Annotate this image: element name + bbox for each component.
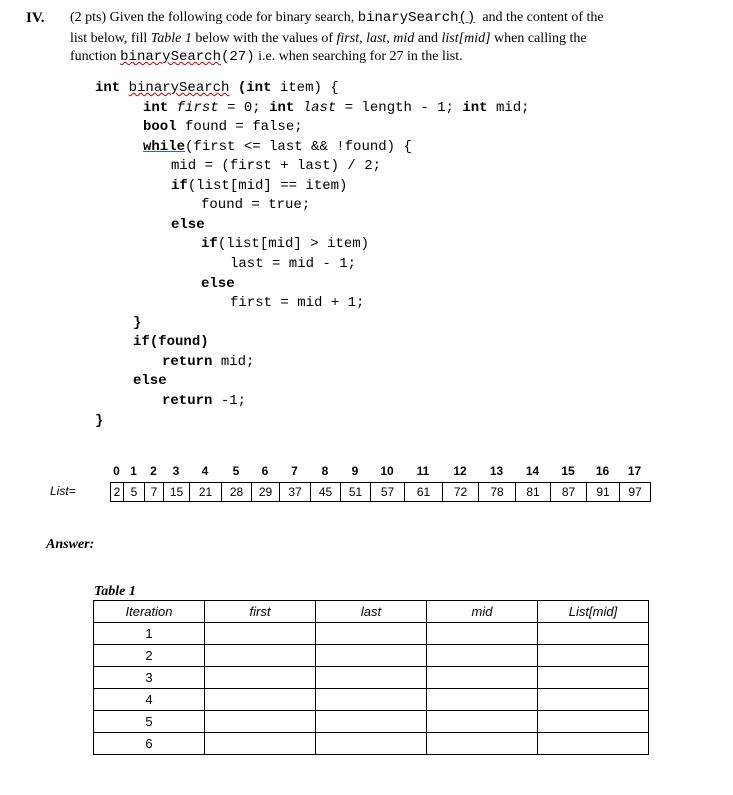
code-line: last = mid - 1; xyxy=(230,256,357,272)
question-line-3 xyxy=(70,49,463,65)
list-index: 16 xyxy=(595,464,610,478)
list-value-cell: 72 xyxy=(443,483,479,502)
answer-label: Answer: xyxy=(46,537,95,552)
question-text: and the content of the xyxy=(482,10,604,25)
variable-names: first, last, mid xyxy=(336,31,415,46)
list-mid-reference: list[mid] xyxy=(441,31,491,46)
iteration-cell: 1 xyxy=(94,623,205,645)
answer-input-cell[interactable] xyxy=(538,711,649,733)
code-line: else xyxy=(133,373,167,389)
code-line: int first = 0; int last = length - 1; int mid; xyxy=(143,100,530,116)
code-line: } xyxy=(95,413,104,429)
iteration-cell: 2 xyxy=(94,645,205,667)
question-line-2 xyxy=(70,31,587,47)
function-call-inline: binarySearch xyxy=(120,49,221,65)
code-line: return -1; xyxy=(162,393,247,409)
answer-input-cell[interactable] xyxy=(205,733,316,755)
list-label: List= xyxy=(50,484,76,498)
table-row xyxy=(94,689,649,711)
question-text: i.e. when searching for 27 in the list. xyxy=(258,49,463,64)
list-value-cell: 15 xyxy=(164,483,190,502)
table-row xyxy=(94,667,649,689)
question-text: when calling the xyxy=(494,31,587,46)
list-value-cell: 21 xyxy=(190,483,222,502)
list-value-cell: 57 xyxy=(371,483,405,502)
answer-input-cell[interactable] xyxy=(538,645,649,667)
iteration-cell: 6 xyxy=(94,733,205,755)
list-value-cell: 97 xyxy=(620,483,651,502)
table-row xyxy=(94,645,649,667)
answer-input-cell[interactable] xyxy=(538,667,649,689)
list-index: 6 xyxy=(261,464,269,478)
list-index: 14 xyxy=(525,464,540,478)
list-index: 5 xyxy=(232,464,240,478)
list-value-cell: 51 xyxy=(341,483,371,502)
answer-input-cell[interactable] xyxy=(427,733,538,755)
list-index: 12 xyxy=(453,464,467,478)
list-index: 8 xyxy=(321,464,329,478)
code-line: else xyxy=(171,217,205,233)
answer-input-cell[interactable] xyxy=(538,689,649,711)
answer-input-cell[interactable] xyxy=(427,623,538,645)
list-value-cell: 87 xyxy=(551,483,587,502)
list-values-row xyxy=(111,483,651,502)
list-value-cell: 5 xyxy=(124,483,145,502)
table-row xyxy=(94,733,649,755)
answer-input-cell[interactable] xyxy=(205,689,316,711)
list-value-cell: 7 xyxy=(145,483,164,502)
list-value-cell: 81 xyxy=(516,483,551,502)
table-reference: Table 1 xyxy=(150,31,192,46)
list-index: 17 xyxy=(627,464,642,478)
list-value-cell: 91 xyxy=(587,483,620,502)
code-line: if(list[mid] == item) xyxy=(171,178,348,194)
function-arg-inline: (27) xyxy=(220,49,255,65)
table-caption: Table 1 xyxy=(94,584,136,599)
list-index: 10 xyxy=(380,464,394,478)
code-line: found = true; xyxy=(201,197,311,213)
iteration-cell: 4 xyxy=(94,689,205,711)
list-index: 15 xyxy=(561,464,575,478)
list-index: 3 xyxy=(172,464,180,478)
code-line: else xyxy=(201,276,235,292)
answer-table-header xyxy=(94,601,649,623)
list-table xyxy=(110,482,651,502)
answer-input-cell[interactable] xyxy=(427,645,538,667)
answer-input-cell[interactable] xyxy=(205,667,316,689)
answer-input-cell[interactable] xyxy=(205,645,316,667)
answer-input-cell[interactable] xyxy=(316,733,427,755)
code-line: mid = (first + last) / 2; xyxy=(171,158,382,174)
answer-input-cell[interactable] xyxy=(205,623,316,645)
answer-input-cell[interactable] xyxy=(316,623,427,645)
list-value-cell: 78 xyxy=(479,483,516,502)
answer-input-cell[interactable] xyxy=(316,645,427,667)
code-line: first = mid + 1; xyxy=(230,295,365,311)
question-text: function xyxy=(70,49,117,64)
list-value-cell: 28 xyxy=(222,483,252,502)
list-value-cell: 45 xyxy=(311,483,341,502)
code-line: } xyxy=(133,315,142,331)
question-text: below with the values of xyxy=(195,31,334,46)
list-index: 1 xyxy=(130,464,137,478)
table-row xyxy=(94,711,649,733)
question-text: (2 pts) Given the following code for binary search, xyxy=(70,10,355,25)
list-index: 9 xyxy=(351,464,359,478)
list-index: 11 xyxy=(416,464,430,478)
question-text: and xyxy=(417,31,439,46)
list-value-cell: 2 xyxy=(111,483,124,502)
code-line: if(found) xyxy=(133,334,209,350)
column-header: List[mid] xyxy=(538,601,649,623)
list-index: 7 xyxy=(291,464,298,478)
code-line: while(first <= last && !found) { xyxy=(143,139,412,155)
list-value-cell: 61 xyxy=(405,483,443,502)
list-index: 0 xyxy=(113,464,120,478)
function-name-inline: binarySearch xyxy=(357,10,459,26)
answer-input-cell[interactable] xyxy=(427,667,538,689)
list-value-cell: 29 xyxy=(252,483,280,502)
code-line: if(list[mid] > item) xyxy=(201,236,370,252)
column-header: mid xyxy=(427,601,538,623)
answer-input-cell[interactable] xyxy=(427,711,538,733)
column-header: last xyxy=(316,601,427,623)
answer-input-cell[interactable] xyxy=(538,623,649,645)
question-text: list below, fill xyxy=(70,31,148,46)
column-header: Iteration xyxy=(94,601,205,623)
list-index: 2 xyxy=(150,464,157,478)
answer-input-cell[interactable] xyxy=(316,667,427,689)
column-header: first xyxy=(205,601,316,623)
answer-input-cell[interactable] xyxy=(205,711,316,733)
code-line: return mid; xyxy=(162,354,255,370)
list-index: 4 xyxy=(201,464,209,478)
answer-input-cell[interactable] xyxy=(316,711,427,733)
answer-input-cell[interactable] xyxy=(538,733,649,755)
code-line: int binarySearch (int item) { xyxy=(95,80,339,96)
code-line: bool found = false; xyxy=(143,119,303,135)
question-line-1 xyxy=(70,10,604,26)
iteration-cell: 5 xyxy=(94,711,205,733)
answer-table xyxy=(93,600,649,755)
iteration-cell: 3 xyxy=(94,667,205,689)
answer-input-cell[interactable] xyxy=(427,689,538,711)
list-value-cell: 37 xyxy=(280,483,311,502)
function-parens-inline: () xyxy=(458,10,476,26)
list-index: 13 xyxy=(489,464,504,478)
question-number: IV. xyxy=(26,10,45,26)
answer-input-cell[interactable] xyxy=(316,689,427,711)
table-row xyxy=(94,623,649,645)
